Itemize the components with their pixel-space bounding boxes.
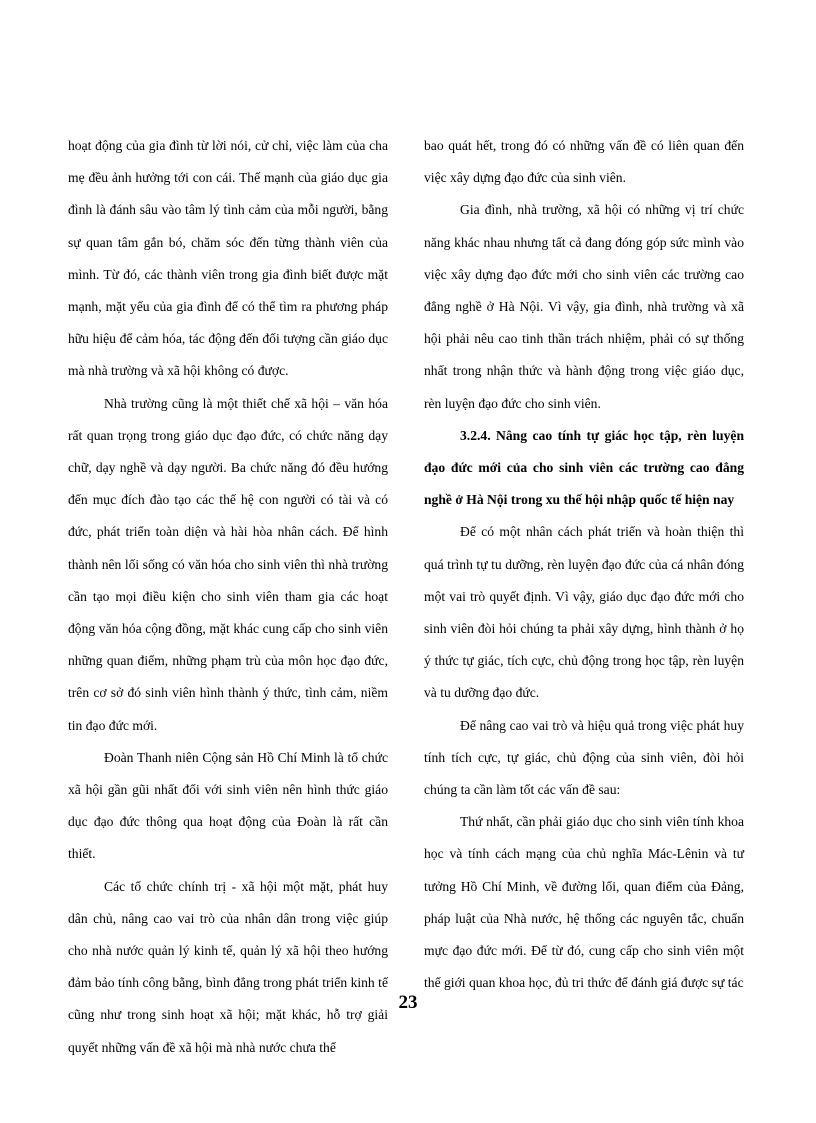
left-column	[68, 130, 388, 1064]
paragraph-school-role: Nhà trường cũng là một thiết chế xã hội – văn hóa rất quan trọng trong giáo dục đạo đức, có chức năng dạy chữ, dạy nghề và dạy người. Ba chức năng đó đều hướng đến mục đích đào tạo các thế hệ con người có tài và có đức, phát triển toàn diện và hài hòa nhân cách. Để hình thành nên lối sống có văn hóa cho sinh viên thì nhà trường cần tạo mọi điều kiện cho sinh viên tham gia các hoạt động văn hóa cộng đồng, mặt khác cung cấp cho sinh viên những quan điểm, những phạm trù của môn học đạo đức, trên cơ sở đó sinh viên hình thành ý thức, tình cảm, niềm tin đạo đức mới.	[68, 395, 388, 733]
paragraph-self-cultivation: Để có một nhân cách phát triển và hoàn thiện thì quá trình tự tu dưỡng, rèn luyện đạo đức của cá nhân đóng một vai trò quyết định. Vì vậy, giáo dục đạo đức mới cho sinh viên đòi hỏi chúng ta phải xây dựng, hình thành ở họ ý thức tự giác, tích cực, chủ động trong học tập, rèn luyện và tu dưỡng đạo đức.	[424, 524, 744, 701]
section-heading-3-2-4: 3.2.4. Nâng cao tính tự giác học tập, rèn luyện đạo đức mới của cho sinh viên các trường cao đẳng nghề ở Hà Nội trong xu thế hội nhập quốc tế hiện nay	[424, 427, 744, 508]
paragraph-family-education: hoạt động của gia đình từ lời nói, cử chỉ, việc làm của cha mẹ đều ảnh hưởng tới con cái. Thế mạnh của giáo dục gia đình là đánh sâu vào tâm lý tình cảm của mỗi người, bằng sự quan tâm gắn bó, chăm sóc đến từng thành viên của mình. Từ đó, các thành viên trong gia đình biết được mặt mạnh, mặt yếu của gia đình để có thể tìm ra phương pháp hữu hiệu để cảm hóa, tác động đến đối tượng cần giáo dục mà nhà trường và xã hội không có được.	[68, 138, 388, 379]
paragraph-youth-union: Đoàn Thanh niên Cộng sản Hồ Chí Minh là tổ chức xã hội gần gũi nhất đối với sinh viên nên hình thức giáo dục đạo đức thông qua hoạt động của Đoàn là rất cần thiết.	[68, 749, 388, 862]
page-number: 23	[398, 992, 418, 1013]
right-column	[424, 130, 744, 999]
paragraph-political-organizations: Các tổ chức chính trị - xã hội một mặt, phát huy dân chủ, nâng cao vai trò của nhân dân trong việc giúp cho nhà nước quản lý kinh tế, quản lý xã hội theo hướng đảm bảo tính công bằng, bình đẳng trong phát triển kinh tế cũng như trong sinh hoạt xã hội; mặt khác, hỗ trợ giải quyết những vấn đề xã hội mà nhà nước chưa thể	[68, 878, 388, 1055]
paragraph-family-school-society: Gia đình, nhà trường, xã hội có những vị trí chức năng khác nhau nhưng tất cả đang đóng góp sức mình vào việc xây dựng đạo đức mới cho sinh viên các trường cao đẳng nghề ở Hà Nội. Vì vậy, gia đình, nhà trường và xã hội phải nêu cao tinh thần trách nhiệm, phải có sự thống nhất trong nhận thức và hành động trong việc giáo dục, rèn luyện đạo đức cho sinh viên.	[424, 202, 744, 411]
paragraph-first-point: Thứ nhất, cần phải giáo dục cho sinh viên tính khoa học và tính cách mạng của chủ nghĩa Mác-Lênin và tư tưởng Hồ Chí Minh, về đường lối, quan điểm của Đảng, pháp luật của Nhà nước, hệ thống các nguyên tắc, chuẩn mực đạo đức mới. Để từ đó, cung cấp cho sinh viên một thế giới quan khoa học, đủ tri thức để đánh giá được sự tác	[424, 814, 744, 991]
paragraph-improve-role: Để nâng cao vai trò và hiệu quả trong việc phát huy tính tích cực, tự giác, chủ động của sinh viên, đòi hỏi chúng ta cần làm tốt các vấn đề sau:	[424, 717, 744, 798]
paragraph-continuation: bao quát hết, trong đó có những vấn đề có liên quan đến việc xây dựng đạo đức của sinh viên.	[424, 138, 744, 186]
